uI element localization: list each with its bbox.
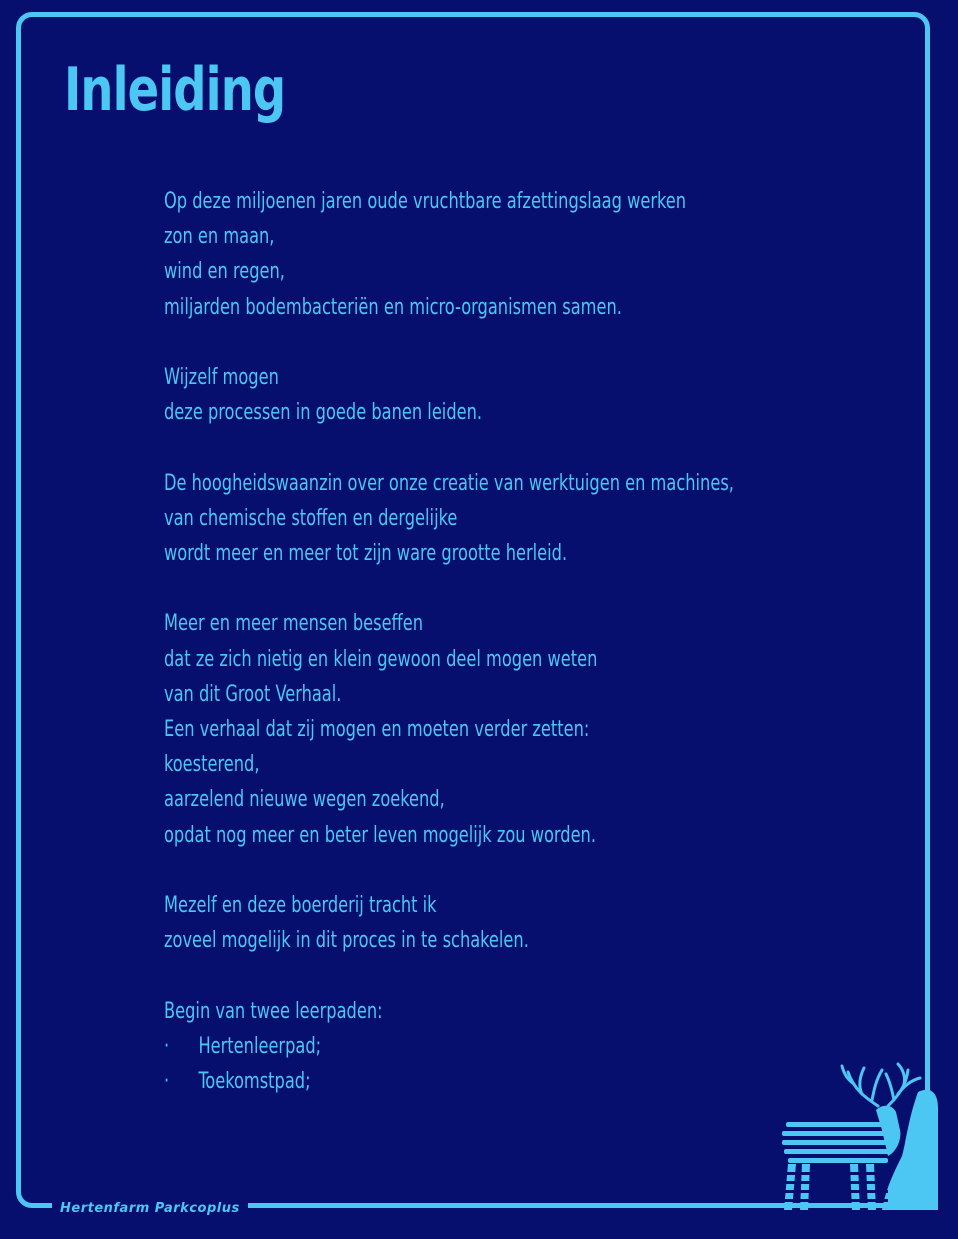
poem-line: van chemische stoffen en dergelijke (164, 505, 458, 531)
stanza-1 (164, 184, 738, 325)
poem-line: koesterend, (164, 752, 260, 778)
stanza-5 (164, 888, 738, 958)
poem-line: aarzelend nieuwe wegen zoekend, (164, 787, 445, 813)
poem-line: dat ze zich nietig en klein gewoon deel mogen weten (164, 646, 598, 672)
poem-line: Meer en meer mensen beseffen (164, 611, 424, 637)
learning-paths (164, 994, 738, 1100)
footer-brand: Hertenfarm Parkcoplus (52, 1198, 248, 1220)
poem-line: Een verhaal dat zij mogen en moeten verder zetten: (164, 717, 590, 742)
poem-body (164, 184, 738, 1134)
stanza-3 (164, 466, 738, 572)
list-item-label: Hertenleerpad; (198, 1033, 322, 1059)
poem-line: miljarden bodembacteriën en micro-organismen samen. (164, 294, 622, 320)
poem-line: opdat nog meer en beter leven mogelijk zou worden. (164, 822, 597, 848)
learning-paths-intro: Begin van twee leerpaden: (164, 998, 383, 1024)
poem-line: zon en maan, (164, 224, 275, 250)
list-item-label: Toekomstpad; (198, 1069, 311, 1094)
poem-line: deze processen in goede banen leiden. (164, 400, 483, 426)
poem-line: wind en regen, (164, 259, 285, 285)
bullet-icon: · (164, 1033, 170, 1059)
poem-line: Mezelf en deze boerderij tracht ik (164, 893, 437, 918)
bullet-icon: · (164, 1069, 170, 1094)
poem-line: Op deze miljoenen jaren oude vruchtbare afzettingslaag werken (164, 189, 687, 214)
poem-line: wordt meer en meer tot zijn ware grootte herleid. (164, 541, 568, 566)
stanza-2 (164, 360, 738, 430)
deer-icon (778, 1060, 938, 1210)
poem-line: Wijzelf mogen (164, 365, 279, 390)
poem-line: van dit Groot Verhaal. (164, 681, 342, 707)
stanza-4 (164, 606, 738, 852)
page-title: Inleiding (64, 55, 286, 125)
poem-line: zoveel mogelijk in dit proces in te schakelen. (164, 928, 529, 954)
poem-line: De hoogheidswaanzin over onze creatie van werktuigen en machines, (164, 470, 734, 496)
learning-paths-list (164, 1029, 738, 1099)
list-item (164, 1064, 738, 1099)
list-item (164, 1029, 738, 1064)
